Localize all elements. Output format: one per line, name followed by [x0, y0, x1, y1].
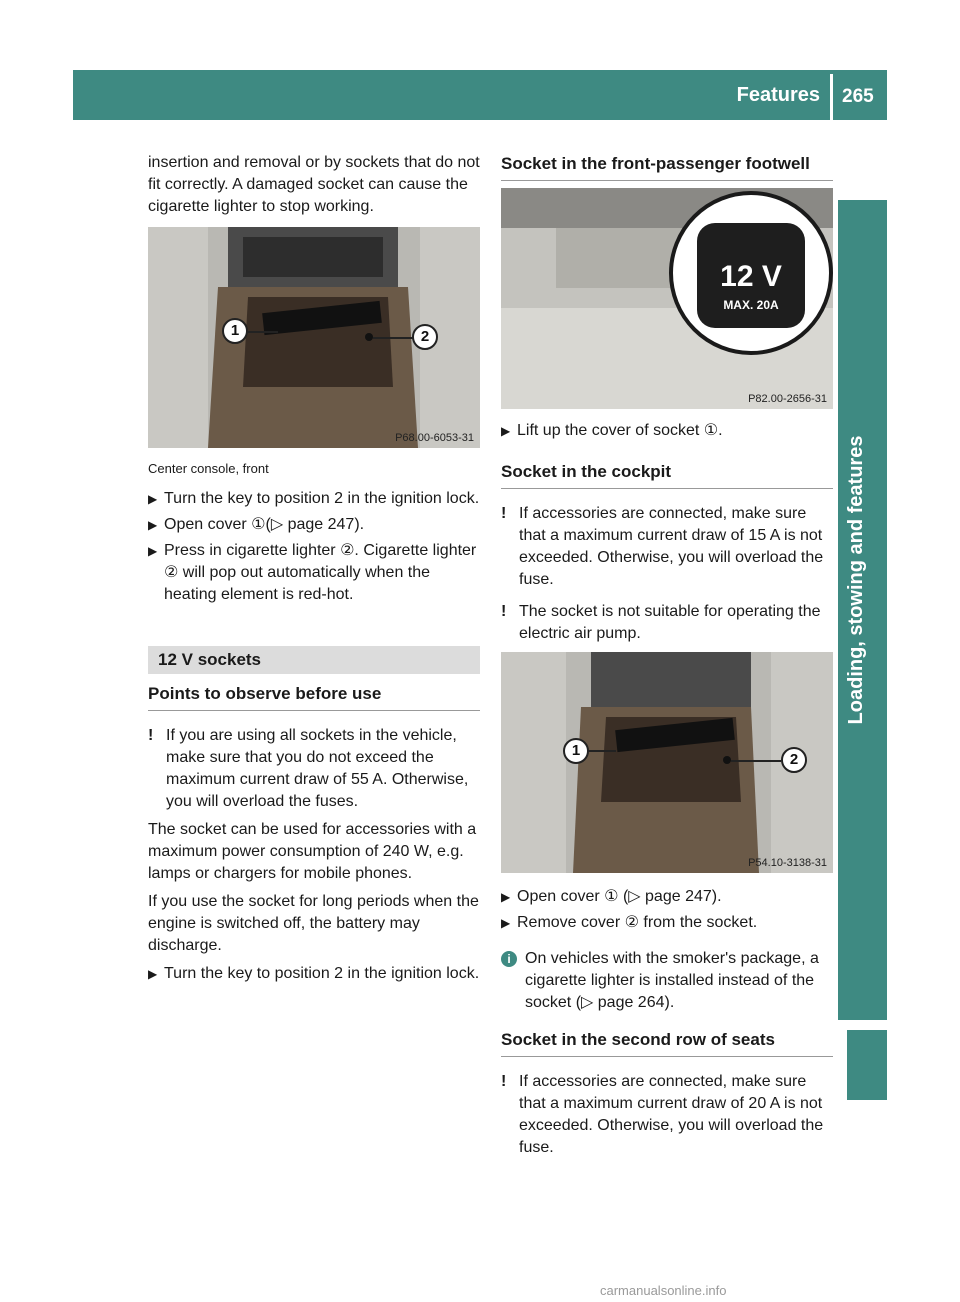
center-console-photo: [148, 227, 480, 448]
side-tab-label: Loading, stowing and features: [845, 435, 867, 725]
subhead-points: Points to observe before use: [148, 684, 480, 711]
callout-2-leader: [731, 760, 781, 762]
step-item: [148, 488, 480, 510]
image-code: P68.00-6053-31: [395, 432, 474, 444]
socket-rating: MAX. 20A: [723, 298, 779, 312]
right-body-1: [501, 420, 833, 645]
step-text: Open cover ①(▷ page 247).: [164, 516, 365, 533]
right-body-2: [501, 886, 833, 1159]
step-text: Lift up the cover of socket ①.: [517, 422, 723, 439]
arrow-icon: ▶: [148, 967, 158, 981]
step-item: [148, 514, 480, 536]
info-text: On vehicles with the smoker's package, a cigarette lighter is installed instead of the socket (▷ page 264).: [525, 950, 819, 1011]
callout-2: 2: [781, 747, 807, 773]
watermark: carmanualsonline.info: [600, 1283, 727, 1298]
header-title: Features: [736, 84, 820, 106]
arrow-icon: ▶: [501, 890, 511, 904]
arrow-icon: ▶: [501, 424, 511, 438]
image-code: P54.10-3138-31: [748, 857, 827, 869]
warning-note: [501, 503, 833, 591]
arrow-icon: ▶: [148, 518, 158, 532]
cockpit-photo: [501, 652, 833, 873]
warning-icon: !: [501, 1073, 507, 1090]
warning-text: If you are using all sockets in the vehicle, make sure that you do not exceed the maximum current draw of 55 A. Otherwise, you will overload the fuses.: [166, 727, 469, 810]
info-note: [501, 948, 833, 1014]
para-power: The socket can be used for accessories with a maximum power consumption of 240 W, e.g. lamps or chargers for mobile phones.: [148, 821, 477, 882]
callout-1: 1: [563, 738, 589, 764]
arrow-icon: ▶: [148, 544, 158, 558]
subhead-second-row: Socket in the second row of seats: [501, 1030, 833, 1057]
section-title: 12 V sockets: [148, 646, 480, 674]
page-number: 265: [842, 86, 874, 107]
warning-note: [148, 725, 480, 813]
right-head: [501, 154, 833, 181]
header-divider: [830, 74, 833, 120]
warning-note: [501, 601, 833, 645]
warning-text: If accessories are connected, make sure that a maximum current draw of 20 A is not exceeded. Otherwise, you will overload the fuse.: [519, 1073, 824, 1156]
step-item: [148, 963, 480, 985]
callout-1-leader: [586, 750, 616, 752]
arrow-icon: ▶: [501, 916, 511, 930]
warning-icon: !: [501, 505, 507, 522]
callout-2: 2: [412, 324, 438, 350]
step-text: Turn the key to position 2 in the ignition lock.: [164, 490, 480, 507]
info-icon: i: [501, 951, 517, 967]
left-body: [148, 458, 480, 985]
callout-1-leader: [248, 331, 278, 333]
para-battery: If you use the socket for long periods when the engine is switched off, the battery may discharge.: [148, 893, 479, 954]
warning-text: The socket is not suitable for operating the electric air pump.: [519, 603, 821, 642]
step-item: [148, 540, 480, 606]
side-tab-block: [847, 1030, 887, 1100]
subhead-footwell: Socket in the front-passenger footwell: [501, 154, 833, 181]
socket-label: 12 V: [720, 260, 782, 293]
subhead-cockpit: Socket in the cockpit: [501, 462, 833, 489]
warning-note: [501, 1071, 833, 1159]
warning-icon: !: [148, 727, 154, 744]
left-intro: [148, 152, 480, 218]
step-text: Open cover ① (▷ page 247).: [517, 888, 722, 905]
callout-1: 1: [222, 318, 248, 344]
image-caption: Center console, front: [148, 461, 269, 476]
step-text: Remove cover ② from the socket.: [517, 914, 758, 931]
warning-icon: !: [501, 603, 507, 620]
arrow-icon: ▶: [148, 492, 158, 506]
step-text: Press in cigarette lighter ②. Cigarette lighter ② will pop out automatically when the heating element is red-hot.: [164, 542, 477, 603]
step-item: [501, 912, 833, 934]
step-item: [501, 420, 833, 442]
callout-2-leader: [373, 337, 413, 339]
warning-text: If accessories are connected, make sure that a maximum current draw of 15 A is not exceeded. Otherwise, you will overload the fuse.: [519, 505, 824, 588]
image-code: P82.00-2656-31: [748, 393, 827, 405]
footwell-photo: [501, 188, 833, 409]
intro-text: insertion and removal or by sockets that do not fit correctly. A damaged socket can cause the cigarette lighter to stop working.: [148, 154, 480, 215]
step-text: Turn the key to position 2 in the ignition lock.: [164, 965, 480, 982]
step-item: [501, 886, 833, 908]
